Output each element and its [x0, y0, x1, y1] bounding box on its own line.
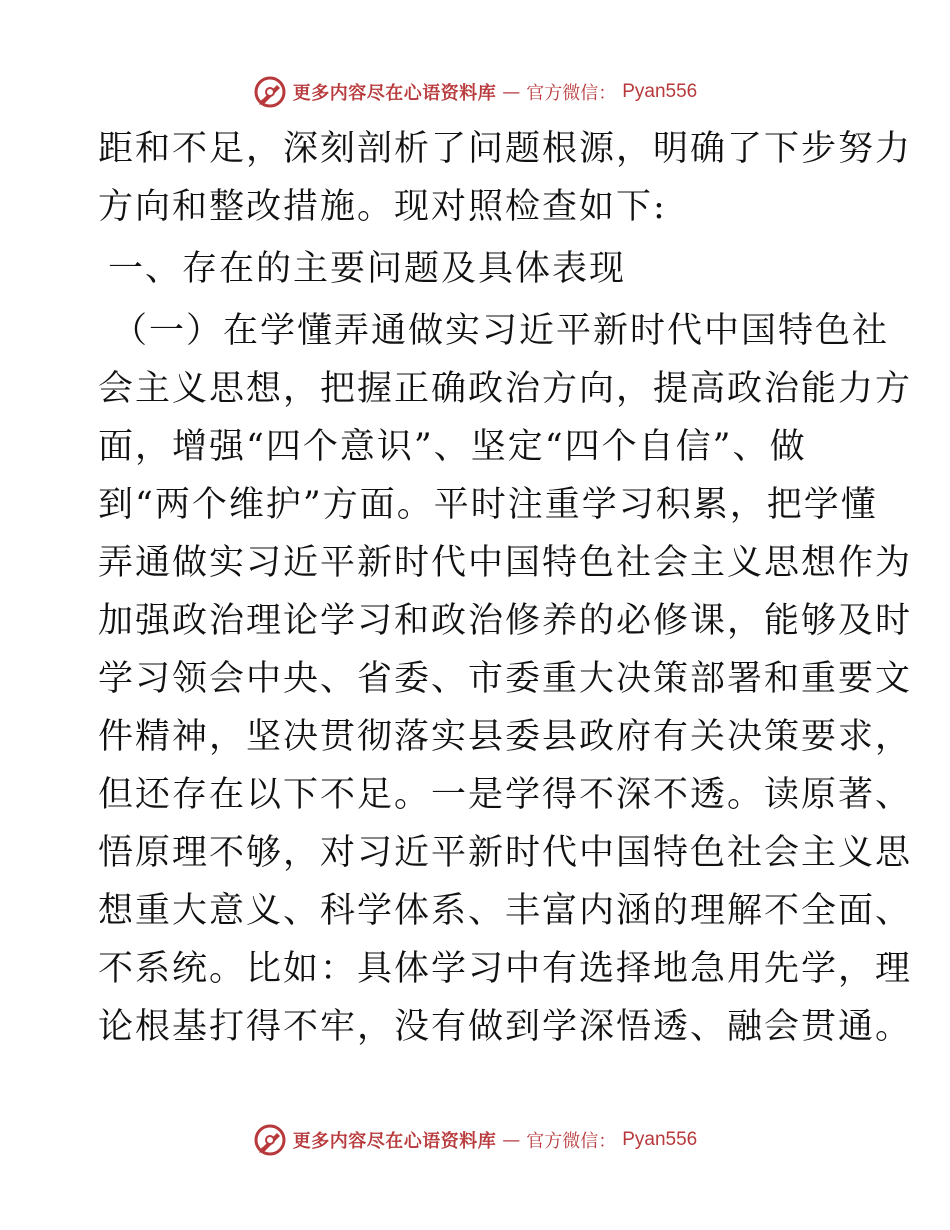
text-line: 想重大意义、科学体系、丰富内涵的理解不全面、	[98, 891, 913, 931]
text-line: 不系统。比如：具体学习中有选择地急用先学，理	[98, 949, 913, 989]
header-banner	[0, 72, 950, 112]
text-line: 但还存在以下不足。一是学得不深不透。读原著、	[98, 775, 913, 815]
banner-separator: —	[502, 81, 521, 103]
pen-logo-icon	[253, 1123, 287, 1157]
banner-wechat-id: Pyan556	[622, 81, 698, 102]
document-body	[98, 120, 913, 1056]
text-line: 面，增强“四个意识”、坚定“四个自信”、做	[98, 427, 807, 467]
banner-wechat-id: Pyan556	[622, 1129, 698, 1150]
text-line: 会主义思想，把握正确政治方向，提高政治能力方	[98, 369, 913, 409]
text-line: 弄通做实习近平新时代中国特色社会主义思想作为	[98, 543, 913, 583]
text-line: 件精神，坚决贯彻落实县委县政府有关决策要求，	[98, 717, 913, 757]
text-line: 到“两个维护”方面。平时注重学习积累，把学懂	[98, 485, 878, 525]
text-line: 悟原理不够，对习近平新时代中国特色社会主义思	[98, 833, 913, 873]
subsection-heading-line: （一）在学懂弄通做实习近平新时代中国特色社	[112, 311, 890, 351]
text-line: 学习领会中央、省委、市委重大决策部署和重要文	[98, 659, 913, 699]
banner-brand-text: 更多内容尽在心语资料库	[292, 1131, 497, 1152]
text-line: 论根基打得不牢，没有做到学深悟透、融会贯通。	[98, 1007, 913, 1047]
banner-wechat-label: 官方微信：	[526, 83, 617, 104]
banner-brand-text: 更多内容尽在心语资料库	[292, 83, 497, 104]
banner-wechat-label: 官方微信：	[526, 1131, 617, 1152]
text-line: 方向和整改措施。现对照检查如下:	[98, 187, 667, 227]
text-line: 距和不足，深刻剖析了问题根源，明确了下步努力	[98, 129, 913, 169]
pen-logo-icon	[253, 75, 287, 109]
section-heading: 一、存在的主要问题及具体表现	[108, 249, 627, 289]
text-line: 加强政治理论学习和政治修养的必修课，能够及时	[98, 601, 913, 641]
banner-separator: —	[502, 1129, 521, 1151]
footer-banner	[0, 1120, 950, 1160]
